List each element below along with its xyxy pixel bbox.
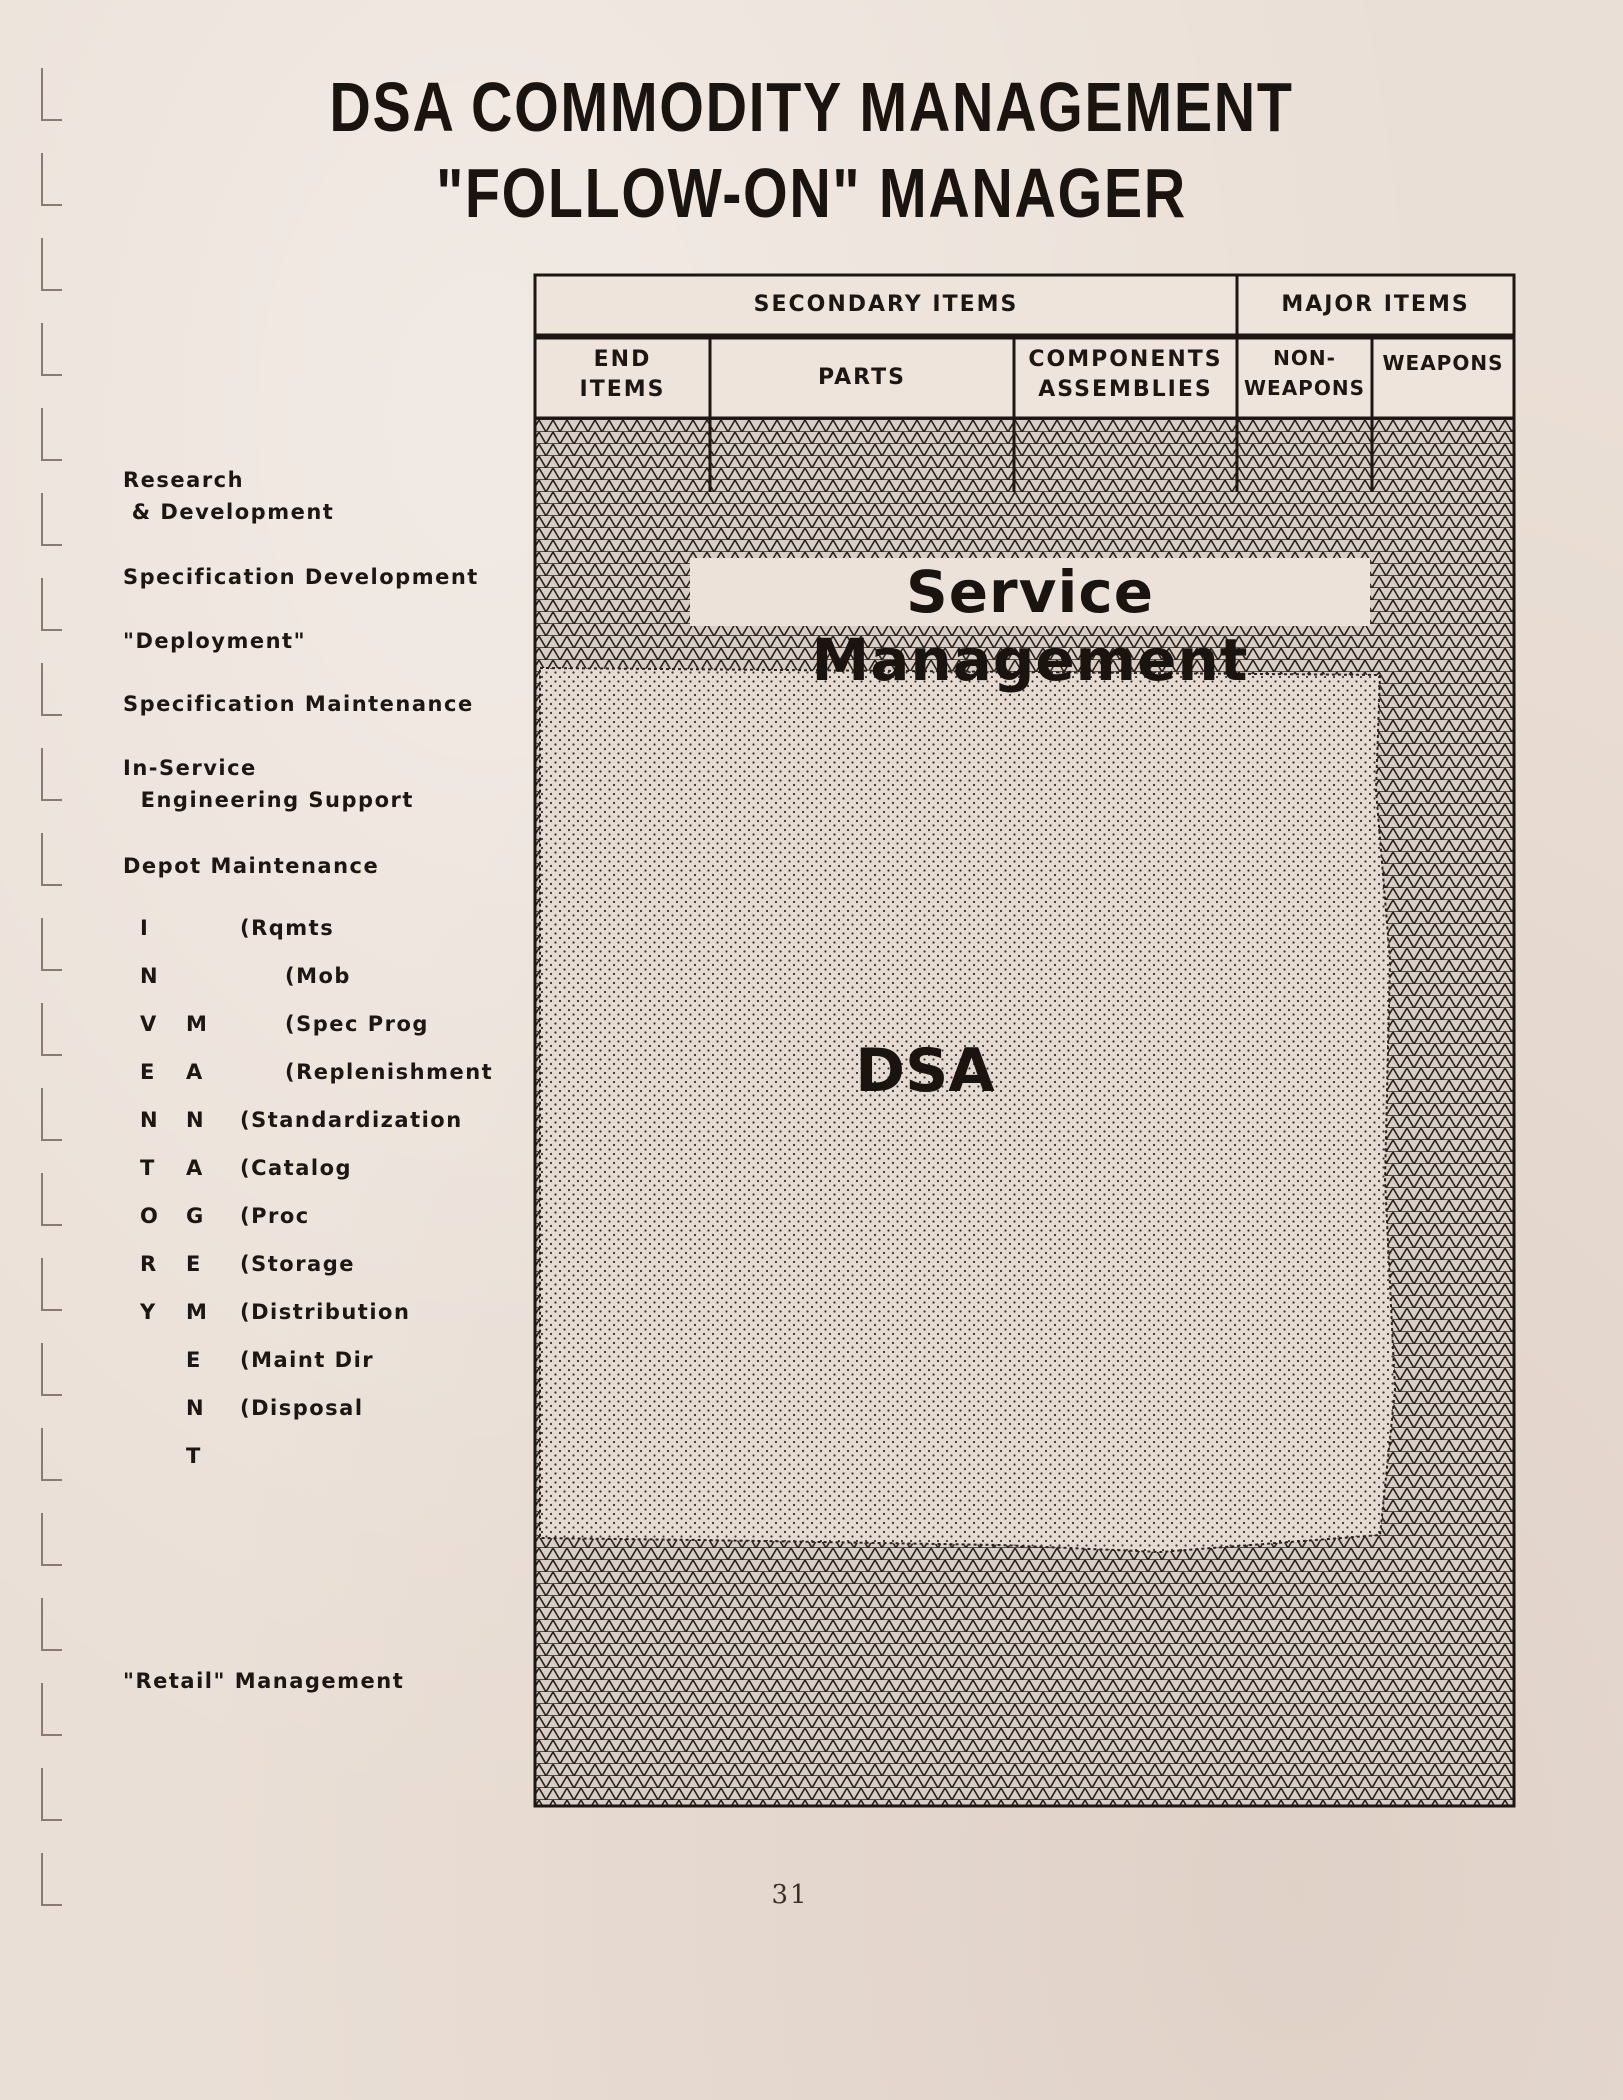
management-letter: E xyxy=(186,1252,202,1276)
sub-item-distribution: (Distribution xyxy=(240,1300,411,1324)
row-label-deployment: "Deployment" xyxy=(123,629,307,653)
management-letter: M xyxy=(186,1300,209,1324)
service-management-label: Service Management xyxy=(690,558,1370,626)
row-label-spec-development: Specification Development xyxy=(123,565,479,589)
management-letter: N xyxy=(186,1396,206,1420)
management-letter: G xyxy=(186,1204,205,1228)
inventory-letter: R xyxy=(140,1252,158,1276)
sub-item-maint-dir: (Maint Dir xyxy=(240,1348,375,1372)
page-title-line1: DSA COMMODITY MANAGEMENT xyxy=(329,68,1294,146)
header-parts: PARTS xyxy=(818,365,906,390)
row-label-spec-maintenance: Specification Maintenance xyxy=(123,692,474,716)
sub-item-disposal: (Disposal xyxy=(240,1396,364,1420)
management-letter: A xyxy=(186,1060,204,1084)
sub-item-spec-prog: (Spec Prog xyxy=(285,1012,429,1036)
dsa-label: DSA xyxy=(855,1036,995,1106)
sub-item-catalog: (Catalog xyxy=(240,1156,353,1180)
sub-item-mobilization: (Mob xyxy=(285,964,351,988)
sub-item-requirements: (Rqmts xyxy=(240,916,335,940)
management-letter: E xyxy=(186,1348,202,1372)
inventory-letter: E xyxy=(140,1060,156,1084)
row-label-depot-maintenance: Depot Maintenance xyxy=(123,854,380,878)
page-title-line2: "FOLLOW-ON" MANAGER xyxy=(436,154,1187,232)
sub-item-procurement: (Proc xyxy=(240,1204,310,1228)
page-number: 31 xyxy=(771,1880,809,1910)
management-letter: T xyxy=(186,1444,202,1468)
inventory-letter: Y xyxy=(140,1300,157,1324)
row-label-in-service: In-Service Engineering Support xyxy=(123,756,414,812)
header-non-weapons: NON- WEAPONS xyxy=(1243,346,1365,400)
inventory-letter: V xyxy=(140,1012,158,1036)
header-components-assemblies: COMPONENTS ASSEMBLIES xyxy=(1028,347,1223,402)
header-secondary-items: SECONDARY ITEMS xyxy=(753,292,1019,317)
header-end-items: END ITEMS xyxy=(579,347,666,402)
inventory-letter: N xyxy=(140,1108,160,1132)
sub-item-storage: (Storage xyxy=(240,1252,355,1276)
management-letter: M xyxy=(186,1012,209,1036)
inventory-letter: N xyxy=(140,964,160,988)
row-label-retail-management: "Retail" Management xyxy=(123,1669,405,1693)
row-label-research: Research & Development xyxy=(123,468,335,524)
sub-item-standardization: (Standardization xyxy=(240,1108,463,1132)
header-weapons: WEAPONS xyxy=(1382,351,1504,375)
header-major-items: MAJOR ITEMS xyxy=(1281,292,1470,317)
sub-item-replenishment: (Replenishment xyxy=(285,1060,494,1084)
inventory-letter: O xyxy=(140,1204,160,1228)
dsa-region xyxy=(540,668,1395,1552)
inventory-letter: T xyxy=(140,1156,156,1180)
inventory-letter: I xyxy=(140,916,150,940)
management-letter: N xyxy=(186,1108,206,1132)
management-letter: A xyxy=(186,1156,204,1180)
